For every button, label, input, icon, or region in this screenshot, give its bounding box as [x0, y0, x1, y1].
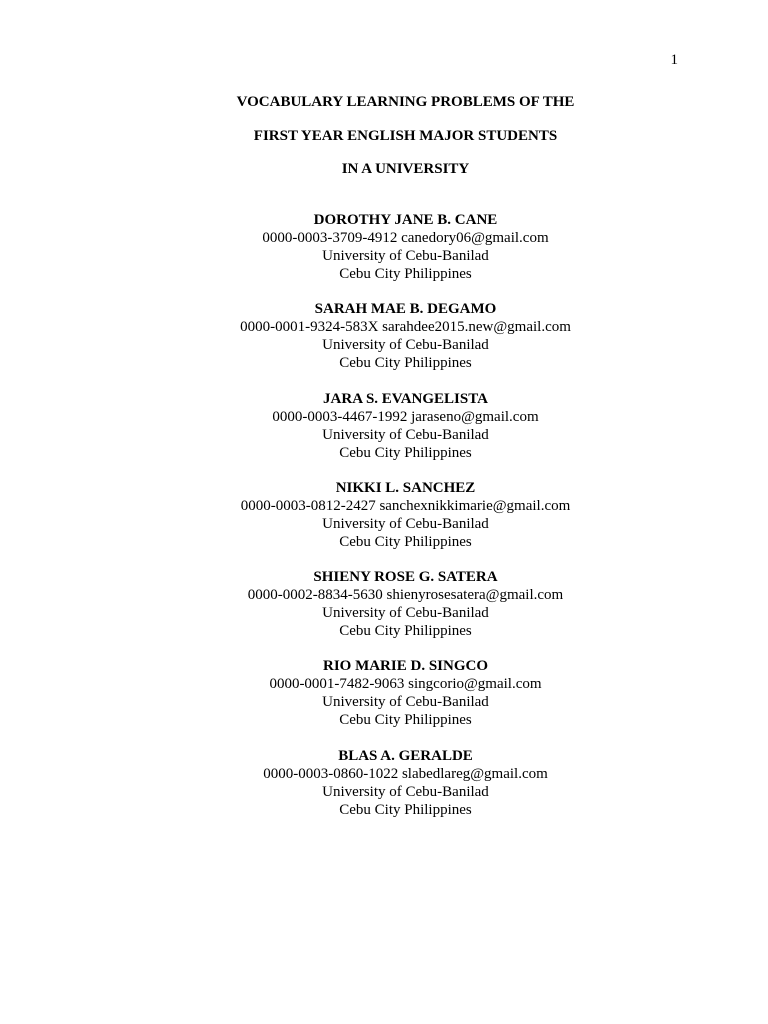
author-location: Cebu City Philippines	[339, 444, 472, 461]
author-block	[43, 657, 768, 746]
author-location: Cebu City Philippines	[339, 533, 472, 550]
author-name: SARAH MAE B. DEGAMO	[314, 301, 497, 318]
author-contact: 0000-0001-9324-583X sarahdee2015.new@gmail.com	[240, 319, 571, 336]
author-location: Cebu City Philippines	[339, 266, 472, 282]
author-block	[43, 479, 768, 568]
author-location: Cebu City Philippines	[339, 712, 472, 729]
title-line: VOCABULARY LEARNING PROBLEMS OF THE	[236, 94, 575, 110]
author-block	[43, 747, 768, 836]
author-location: Cebu City Philippines	[339, 623, 472, 640]
author-contact: 0000-0001-7482-9063 singcorio@gmail.com	[269, 676, 542, 693]
author-institution: University of Cebu-Banilad	[322, 248, 489, 264]
author-institution: University of Cebu-Banilad	[322, 694, 489, 711]
author-name: BLAS A. GERALDE	[338, 747, 473, 764]
author-institution: University of Cebu-Banilad	[322, 605, 489, 622]
author-contact: 0000-0003-0860-1022 slabedlareg@gmail.com	[263, 765, 548, 782]
author-contact: 0000-0003-0812-2427 sanchexnikkimarie@gmail.com	[240, 497, 571, 514]
author-name: RIO MARIE D. SINGCO	[322, 658, 488, 675]
author-contact: 0000-0002-8834-5630 shienyrosesatera@gmail.com	[247, 587, 564, 604]
title-line: FIRST YEAR ENGLISH MAJOR STUDENTS	[253, 127, 558, 144]
author-block	[43, 211, 768, 300]
author-block	[43, 300, 768, 389]
author-institution: University of Cebu-Banilad	[322, 783, 489, 800]
author-institution: University of Cebu-Banilad	[322, 515, 489, 532]
author-institution: University of Cebu-Banilad	[322, 426, 489, 443]
author-name: NIKKI L. SANCHEZ	[335, 479, 476, 496]
author-contact: 0000-0003-4467-1992 jaraseno@gmail.com	[272, 408, 539, 425]
author-block	[43, 568, 768, 657]
paper-title	[0, 92, 768, 193]
page-number: 1	[670, 52, 678, 68]
author-location: Cebu City Philippines	[339, 355, 472, 372]
author-name: DOROTHY JANE B. CANE	[313, 212, 498, 228]
author-list	[0, 211, 768, 836]
title-line: IN A UNIVERSITY	[341, 161, 470, 177]
author-name: JARA S. EVANGELISTA	[323, 390, 488, 407]
author-name: SHIENY ROSE G. SATERA	[313, 569, 498, 586]
author-institution: University of Cebu-Banilad	[322, 337, 489, 354]
author-contact: 0000-0003-3709-4912 canedory06@gmail.com	[262, 230, 549, 246]
author-location: Cebu City Philippines	[339, 801, 472, 818]
author-block	[43, 390, 768, 479]
